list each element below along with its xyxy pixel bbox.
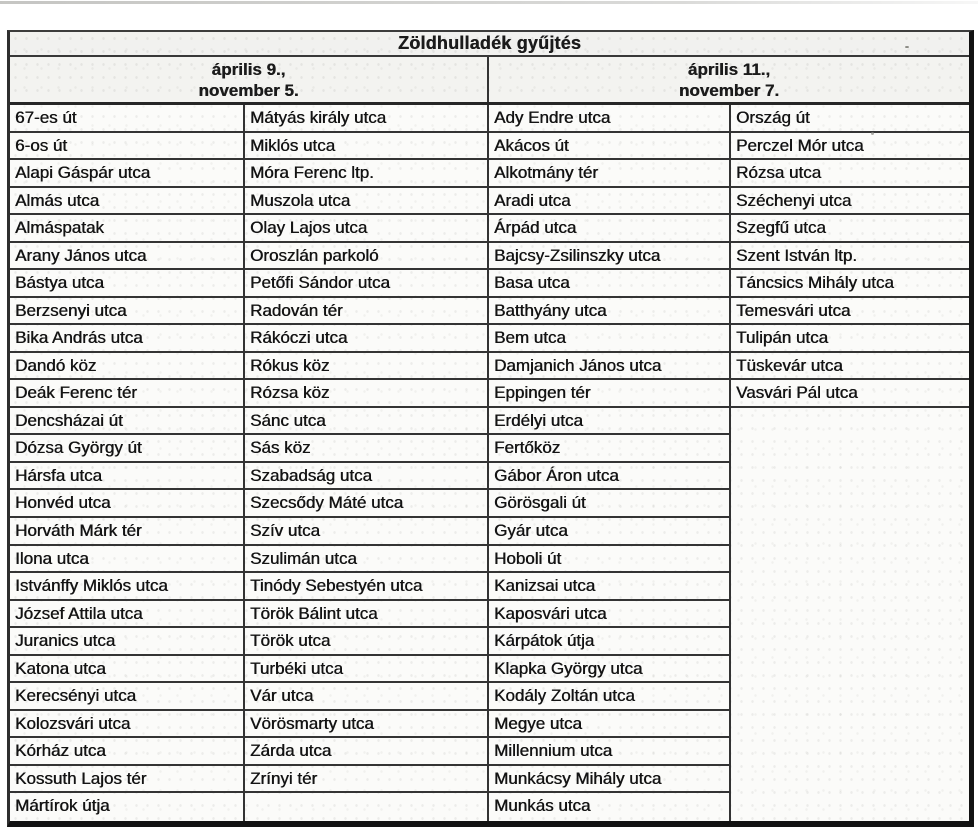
street-name-cell: Sás köz — [245, 435, 487, 463]
street-name-cell: Dandó köz — [10, 353, 243, 381]
street-name-cell: Tüskevár utca — [731, 353, 969, 381]
table-header-row — [10, 57, 969, 105]
street-name-cell: Eppingen tér — [489, 380, 729, 408]
street-column-2 — [245, 105, 489, 821]
street-name-cell: Deák Ferenc tér — [10, 380, 243, 408]
street-name-cell: Kaposvári utca — [489, 601, 729, 629]
street-name-cell: Temesvári utca — [731, 298, 969, 326]
street-name-cell: Radován tér — [245, 298, 487, 326]
street-name-cell: Bástya utca — [10, 270, 243, 298]
street-name-cell: Katona utca — [10, 656, 243, 684]
street-name-cell: Istvánffy Miklós utca — [10, 573, 243, 601]
street-name-cell: Munkás utca — [494, 796, 591, 816]
table-title: Zöldhulladék gyűjtés — [397, 33, 582, 53]
street-name-cell: Alapi Gáspár utca — [10, 160, 243, 188]
street-name-cell: Kórház utca — [10, 738, 243, 766]
street-name-cell: Kolozsvári utca — [10, 711, 243, 739]
street-name-cell: Ady Endre utca — [489, 105, 729, 133]
header-date-line: április 11., — [687, 59, 771, 79]
street-name-cell: Megye utca — [489, 711, 729, 739]
street-name-cell: Juranics utca — [10, 628, 243, 656]
street-name-cell: Rókus köz — [245, 353, 487, 381]
street-name-cell: Rózsa utca — [731, 160, 969, 188]
street-name-cell: Széchenyi utca — [731, 188, 969, 216]
street-name-cell: Millennium utca — [489, 738, 729, 766]
column-group-header-april11-november7 — [489, 57, 969, 102]
street-column-1 — [10, 105, 245, 821]
table-body — [10, 105, 969, 821]
street-name-cell: Szent István ltp. — [731, 243, 969, 271]
street-name-cell: Bika András utca — [10, 325, 243, 353]
street-name-cell: Klapka György utca — [489, 656, 729, 684]
street-name-cell: Horváth Márk tér — [10, 518, 243, 546]
street-name-cell — [245, 793, 487, 821]
header-date-line: november 7. — [678, 80, 780, 100]
street-name-cell: Bem utca — [489, 325, 729, 353]
street-name-cell: Batthyány utca — [489, 298, 729, 326]
street-name-cell: Vörösmarty utca — [245, 711, 487, 739]
street-name-cell: Petőfi Sándor utca — [245, 270, 487, 298]
street-name-cell: Kerecsényi utca — [10, 683, 243, 711]
scan-artifact — [871, 132, 874, 135]
street-name-cell: Árpád utca — [489, 215, 729, 243]
street-name-cell: Honvéd utca — [10, 490, 243, 518]
street-name-cell: Aradi utca — [489, 188, 729, 216]
street-name-cell: Táncsics Mihály utca — [731, 270, 969, 298]
street-name-cell: Berzsenyi utca — [10, 298, 243, 326]
street-column-3 — [489, 105, 731, 821]
street-name-cell: Kossuth Lajos tér — [10, 766, 243, 794]
street-name-cell: Zrínyi tér — [245, 766, 487, 794]
street-name-cell: Fertőköz — [489, 435, 729, 463]
street-name-cell: Török utca — [245, 628, 487, 656]
street-name-cell: József Attila utca — [10, 601, 243, 629]
street-name-cell: Olay Lajos utca — [245, 215, 487, 243]
street-name-cell: Sánc utca — [245, 408, 487, 436]
street-name-cell: Zárda utca — [245, 738, 487, 766]
table-title-row — [10, 32, 969, 57]
street-name-cell: Gábor Áron utca — [489, 463, 729, 491]
scan-artifact — [0, 1, 978, 4]
street-name-cell: Móra Ferenc ltp. — [245, 160, 487, 188]
street-name-cell: Szabadság utca — [245, 463, 487, 491]
street-name-cell: Kárpátok útja — [489, 628, 729, 656]
street-name-cell: Hársfa utca — [10, 463, 243, 491]
scan-artifact — [905, 46, 909, 48]
street-name-cell: Perczel Mór utca — [731, 133, 969, 161]
street-name-cell: Mártírok útja — [15, 796, 110, 816]
street-name-cell: Kodály Zoltán utca — [489, 683, 729, 711]
street-name-cell: Dózsa György út — [10, 435, 243, 463]
street-name-cell: Szulimán utca — [245, 546, 487, 574]
header-date-line: április 9., — [211, 59, 286, 79]
street-name-cell: 67-es út — [10, 105, 243, 133]
street-column-4 — [731, 105, 969, 821]
street-name-cell: Rákóczi utca — [245, 325, 487, 353]
street-name-cell: Vasvári Pál utca — [731, 380, 969, 408]
street-name-cell: Szegfű utca — [731, 215, 969, 243]
street-name-cell: Ilona utca — [10, 546, 243, 574]
street-name-cell: Mátyás király utca — [245, 105, 487, 133]
street-name-cell: Oroszlán parkoló — [245, 243, 487, 271]
street-name-cell: Damjanich János utca — [489, 353, 729, 381]
street-name-cell: Vár utca — [245, 683, 487, 711]
street-name-cell: Görösgali út — [489, 490, 729, 518]
header-date-line: november 5. — [198, 80, 299, 100]
column-group-header-april9-november5 — [10, 57, 489, 102]
street-name-cell: Tinódy Sebestyén utca — [245, 573, 487, 601]
street-name-cell: Hoboli út — [489, 546, 729, 574]
street-name-cell: Erdélyi utca — [489, 408, 729, 436]
street-name-cell: Turbéki utca — [245, 656, 487, 684]
street-name-cell: Ország út — [731, 105, 969, 133]
street-name-cell: Dencsházai út — [10, 408, 243, 436]
street-name-cell: Muszola utca — [245, 188, 487, 216]
street-name-cell: Tulipán utca — [731, 325, 969, 353]
street-name-cell: Almás utca — [10, 188, 243, 216]
street-name-cell: Almáspatak — [10, 215, 243, 243]
street-name-cell: Török Bálint utca — [245, 601, 487, 629]
street-name-cell: Alkotmány tér — [489, 160, 729, 188]
street-name-cell: Akácos út — [489, 133, 729, 161]
street-name-cell: Rózsa köz — [245, 380, 487, 408]
street-name-cell: Munkácsy Mihály utca — [489, 766, 729, 794]
street-name-cell: Arany János utca — [10, 243, 243, 271]
street-name-cell: 6-os út — [10, 133, 243, 161]
street-name-cell: Gyár utca — [489, 518, 729, 546]
green-waste-collection-table — [7, 30, 974, 827]
street-name-cell: Kanizsai utca — [489, 573, 729, 601]
street-name-cell: Szecsődy Máté utca — [245, 490, 487, 518]
street-name-cell: Bajcsy-Zsilinszky utca — [489, 243, 729, 271]
street-name-cell: Basa utca — [489, 270, 729, 298]
street-name-cell: Miklós utca — [245, 133, 487, 161]
street-name-cell: Szív utca — [245, 518, 487, 546]
